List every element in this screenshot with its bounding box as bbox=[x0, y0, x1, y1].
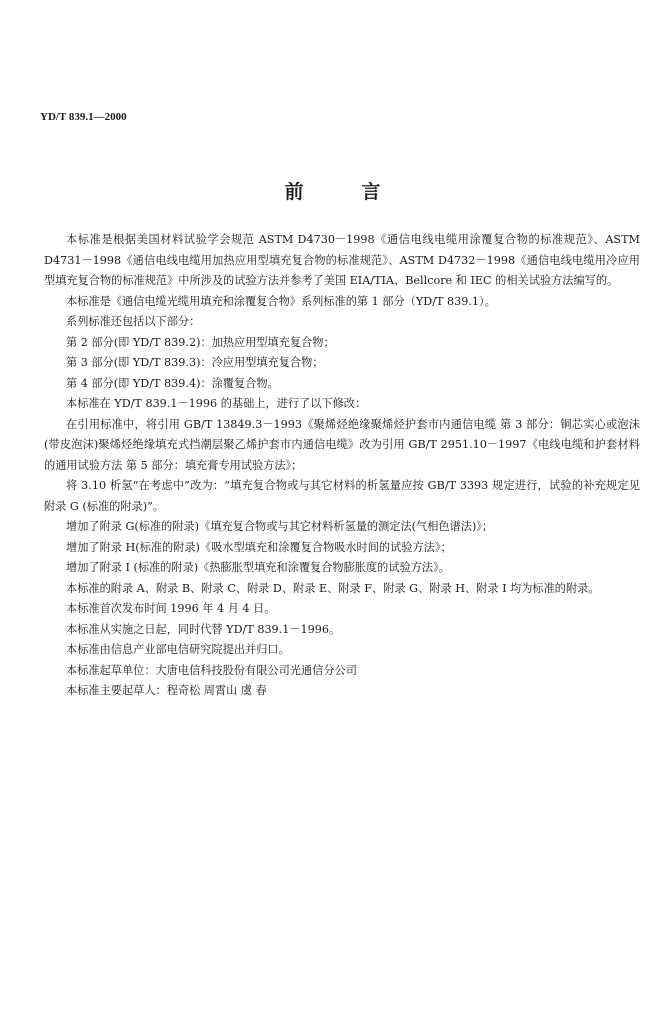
paragraph: 增加了附录 H(标准的附录)《吸水型填充和涂覆复合物吸水时间的试验方法》； bbox=[66, 540, 452, 554]
paragraph: 第 3 部分(即 YD/T 839.3)：冷应用型填充复合物； bbox=[66, 356, 324, 369]
paragraph: 将 3.10 析氢“在考虑中”改为：“填充复合物或与其它材料的析氢量应按 GB/T 3393 规定进行，试验的补充规定见附录 G (标准的附录)”。 bbox=[44, 479, 640, 513]
paragraph: 增加了附录 G(标准的附录)《填充复合物或与其它材料析氢量的测定法(气相色谱法)》； bbox=[66, 520, 494, 533]
paragraph: 本标准的附录 A、附录 B、附录 C、附录 D、附录 E、附录 F、附录 G、附录 H、附录 I 均为标准的附录。 bbox=[66, 581, 600, 595]
paragraph: 第 2 部分(即 YD/T 839.2)：加热应用型填充复合物； bbox=[66, 335, 335, 349]
paragraph: 第 4 部分(即 YD/T 839.4)：涂覆复合物。 bbox=[66, 376, 279, 390]
page-title: 前言 bbox=[284, 181, 439, 203]
standard-number: YD/T 839.1—2000 bbox=[40, 111, 127, 123]
paragraph: 系列标准还包括以下部分： bbox=[66, 315, 201, 328]
paragraph: 本标准主要起草人：程奇松 周霄山 虞 春 bbox=[66, 684, 267, 697]
paragraph: 增加了附录 I (标准的附录)《热膨胀型填充和涂覆复合物膨胀度的试验方法》。 bbox=[66, 561, 450, 574]
paragraph: 本标准从实施之日起，同时代替 YD/T 839.1－1996。 bbox=[66, 622, 341, 636]
paragraph: 在引用标准中，将引用 GB/T 13849.3－1993《聚烯烃绝缘聚烯烃护套市内通信电缆 第 3 部分：铜芯实心或泡沫(带皮泡沫)聚烯烃绝缘填充式挡潮层聚乙烯护套市内通信电缆》改为引用 GB/T 2951.10－1997《电线电缆和护套材料的通用试验方法 第 5 部分：填充膏专用试验方法》； bbox=[44, 417, 640, 472]
paragraph: 本标准首次发布时间 1996 年 4 月 4 日。 bbox=[66, 602, 276, 615]
paragraph: 本标准是《通信电缆光缆用填充和涂覆复合物》系列标准的第 1 部分（YD/T 839.1）。 bbox=[66, 294, 496, 308]
paragraph: 本标准是根据美国材料试验学会规范 ASTM D4730－1998《通信电线电缆用涂覆复合物的标准规范》、ASTM D4731－1998《通信电线电缆用加热应用型填充复合物的标准规范》、ASTM D4732－1998《通信电线电缆用冷应用型填充复合物的标准规范》中所涉及的试验方法并参考了美国 EIA/TIA、Bellcore 和 IEC 的相关试验方法编写的。 bbox=[44, 233, 640, 287]
paragraph: 本标准在 YD/T 839.1－1996 的基础上，进行了以下修改： bbox=[66, 397, 367, 410]
paragraph: 本标准起草单位：大唐电信科技股份有限公司光通信分公司 bbox=[66, 663, 357, 677]
paragraph: 本标准由信息产业部电信研究院提出并归口。 bbox=[66, 643, 290, 656]
document-body bbox=[44, 230, 640, 702]
